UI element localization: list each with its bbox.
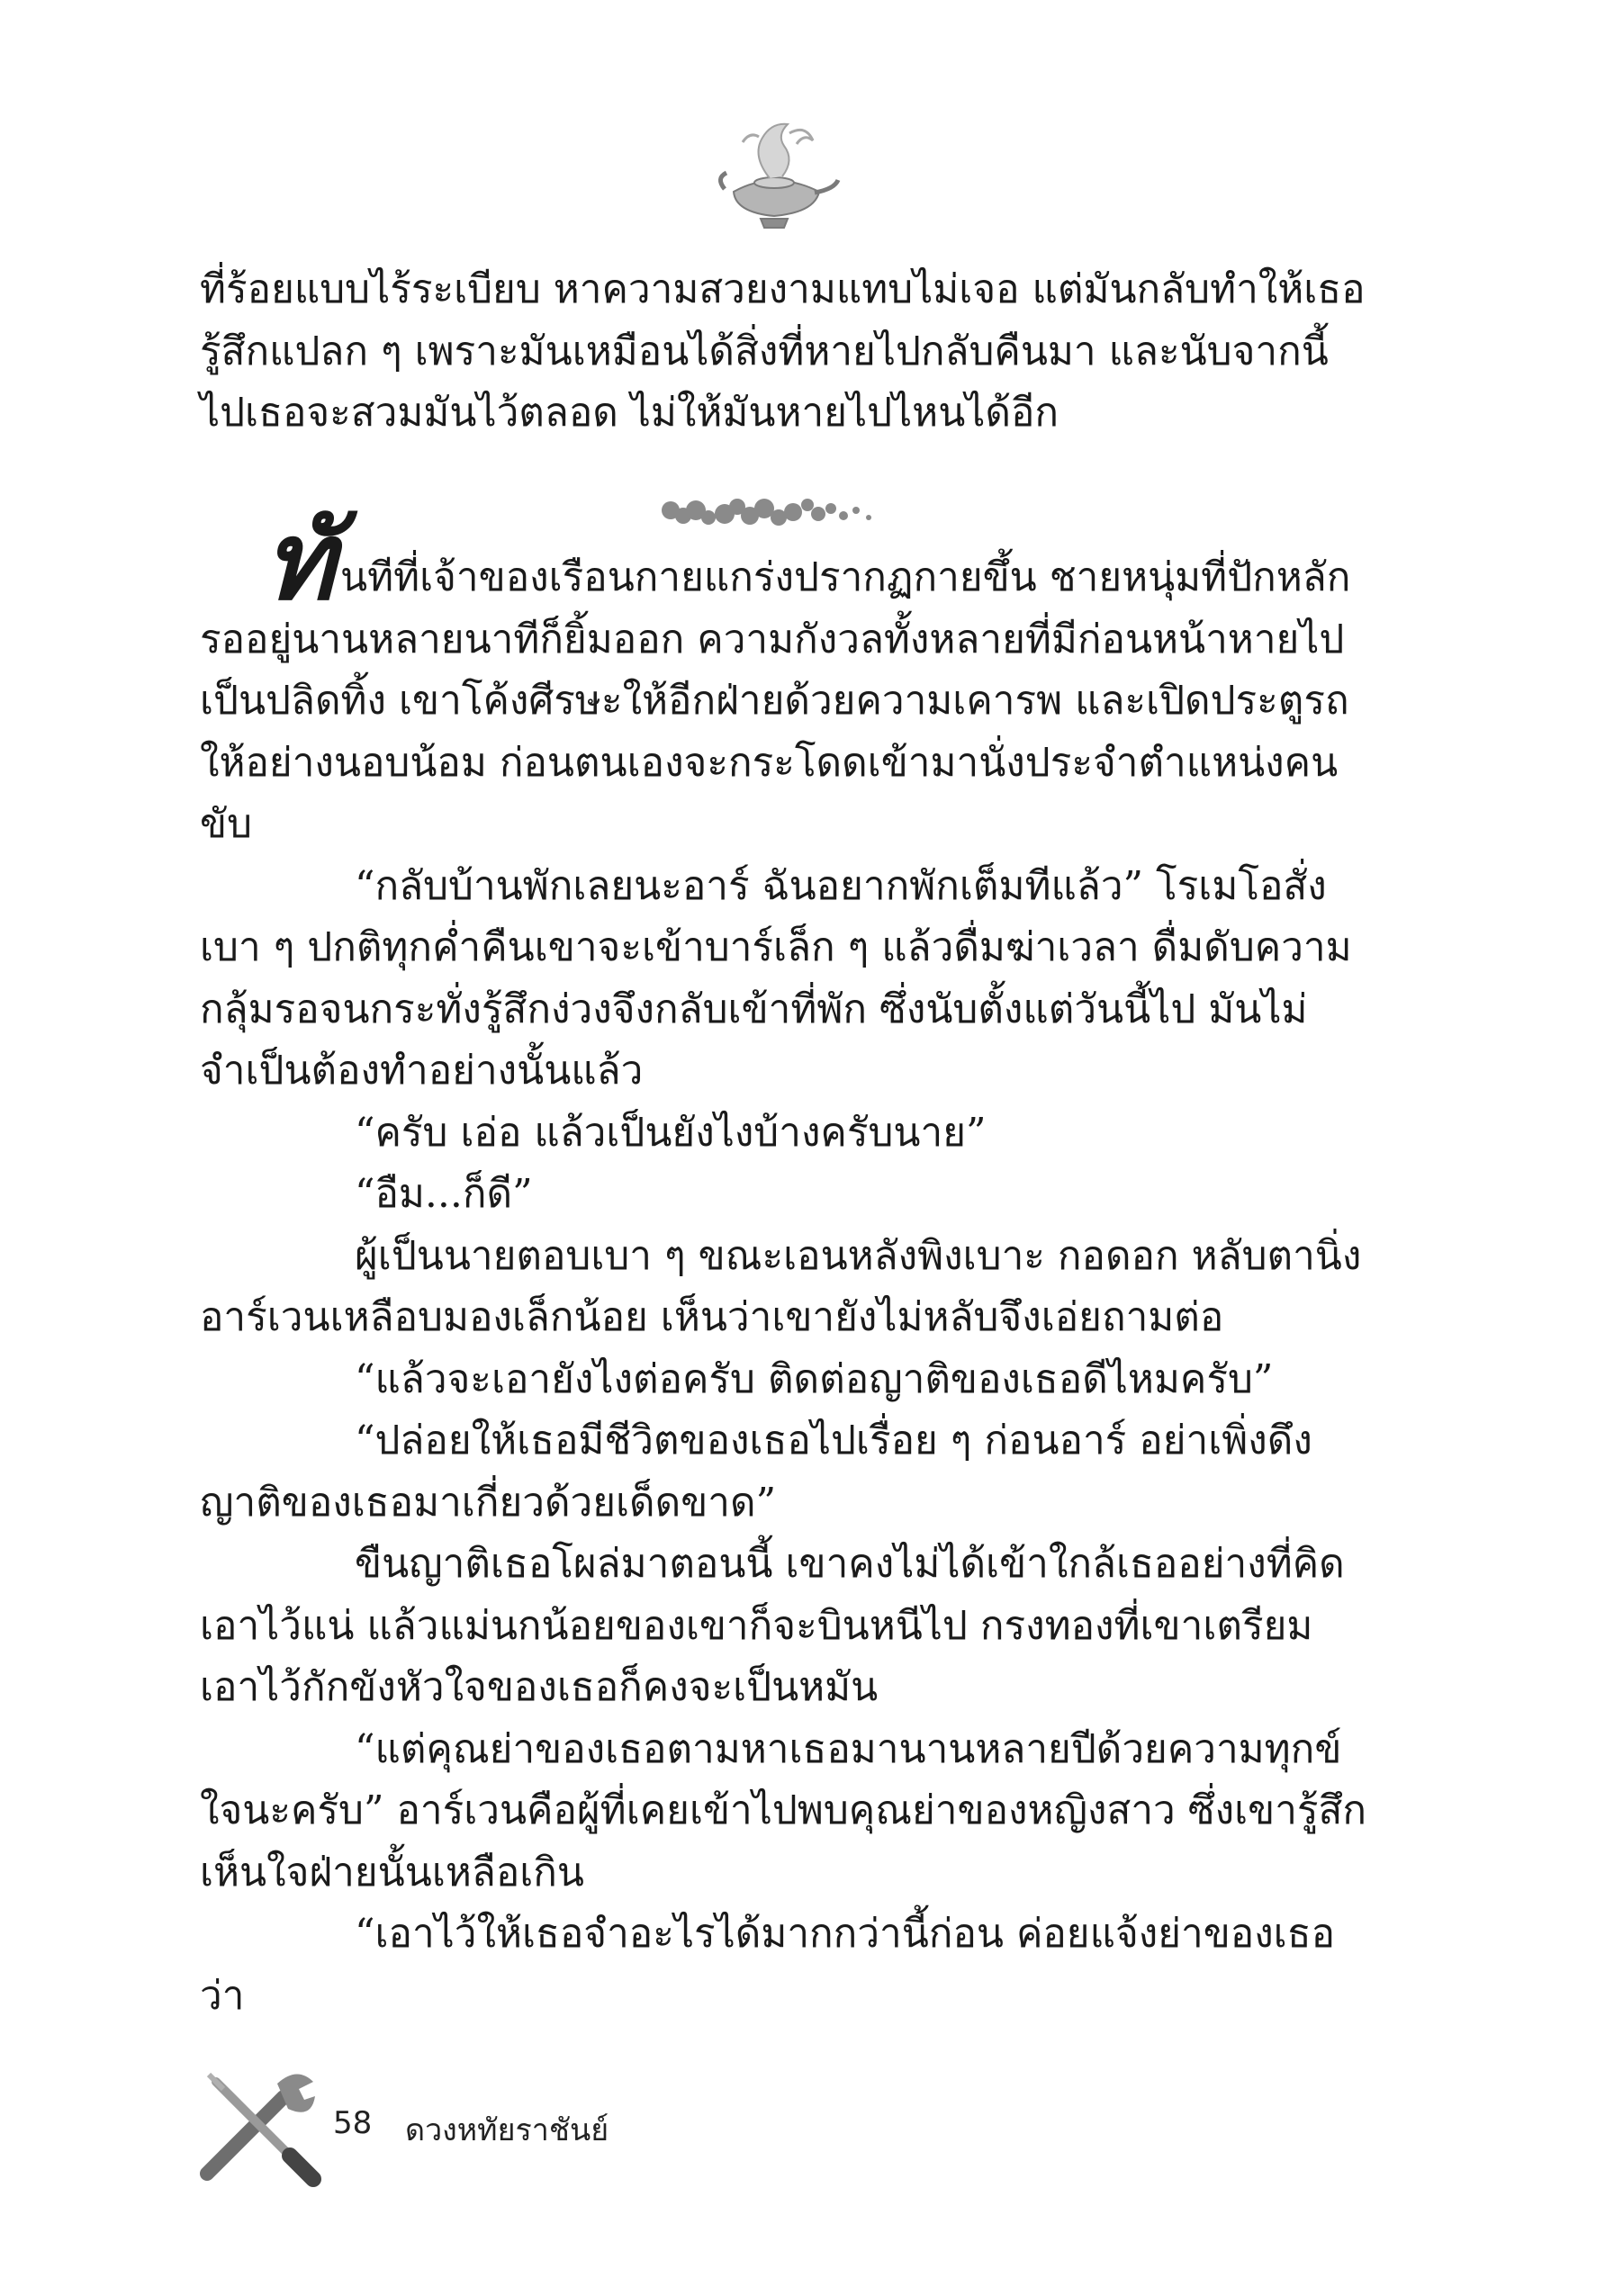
paragraph: “กลับบ้านพักเลยนะอาร์ ฉันอยากพักเต็มทีแล้ว” โรเมโอสั่งเบา ๆ ปกติทุกค่ำคืนเขาจะเข้าบาร์เล็ก ๆ แล้วดื่มฆ่าเวลา ดื่มดับความกลุ้มรอจนกระทั่งรู้สึกง่วงจึงกลับเข้าที่พัก ซึ่งนับตั้งแต่วันนี้ไป มันไม่จำเป็นต้องทำอย่างนั้นแล้ว (200, 862, 1352, 1094)
paragraph: “อืม...ก็ดี” (355, 1171, 533, 1217)
page-number: 58 (333, 2105, 373, 2141)
paragraph: “เอาไว้ให้เธอจำอะไรได้มากกว่านี้ก่อน ค่อยแจ้งย่าของเธอว่า (200, 1911, 1335, 2019)
body-section (200, 498, 1370, 2027)
wrench-screwdriver-icon (189, 2057, 324, 2192)
intro-section (200, 259, 1370, 445)
dots-divider-icon (644, 482, 887, 545)
paragraph: “ปล่อยให้เธอมีชีวิตของเธอไปเรื่อย ๆ ก่อนอาร์ อย่าเพิ่งดึงญาติของเธอมาเกี่ยวด้วยเด็ดขาด” (200, 1418, 1312, 1526)
paragraph: “แล้วจะเอายังไงต่อครับ ติดต่อญาติของเธอดีไหมครับ” (355, 1355, 1274, 1402)
teapot-lamp-icon (707, 106, 842, 232)
drop-cap-letter: ทั (263, 498, 335, 625)
paragraph: “ครับ เอ่อ แล้วเป็นยังไงบ้างครับนาย” (355, 1109, 987, 1156)
page-footer (189, 2057, 729, 2201)
paragraph: ขืนญาติเธอโผล่มาตอนนี้ เขาคงไม่ได้เข้าใกล้เธออย่างที่คิดเอาไว้แน่ แล้วแม่นกน้อยของเขาก็จะบินหนีไป กรงทองที่เขาเตรียมเอาไว้กักขังหัวใจของเธอก็คงจะเป็นหมัน (200, 1541, 1345, 1710)
paragraph: ผู้เป็นนายตอบเบา ๆ ขณะเอนหลังพิงเบาะ กอดอก หลับตานิ่ง อาร์เวนเหลือบมองเล็กน้อย เห็นว่าเขายังไม่หลับจึงเอ่ยถามต่อ (200, 1232, 1362, 1340)
first-paragraph (200, 498, 1370, 856)
first-paragraph-text: นทีที่เจ้าของเรือนกายแกร่งปรากฏกายขึ้น ชายหนุ่มที่ปักหลักรออยู่นานหลายนาทีก็ยิ้มออก ความกังวลทั้งหลายที่มีก่อนหน้าหายไปเป็นปลิดทิ้ง เขาโค้งศีรษะให้อีกฝ่ายด้วยความเคารพ และเปิดประตูรถให้อย่างนอบน้อม ก่อนตนเองจะกระโดดเข้ามานั่งประจำตำแหน่งคนขับ (200, 554, 1351, 847)
book-title: ดวงหทัยราชันย์ (405, 2112, 609, 2148)
intro-paragraph: ที่ร้อยแบบไร้ระเบียบ หาความสวยงามแทบไม่เจอ แต่มันกลับทำให้เธอรู้สึกแปลก ๆ เพราะมันเหมือนได้สิ่งที่หายไปกลับคืนมา และนับจากนี้ไปเธอจะสวมมันไว้ตลอด ไม่ให้มันหายไปไหนได้อีก (200, 266, 1366, 436)
paragraph: “แต่คุณย่าของเธอตามหาเธอมานานหลายปีด้วยความทุกข์ใจนะครับ” อาร์เวนคือผู้ที่เคยเข้าไปพบคุณย่าของหญิงสาว ซึ่งเขารู้สึกเห็นใจฝ่ายนั้นเหลือเกิน (200, 1725, 1367, 1895)
